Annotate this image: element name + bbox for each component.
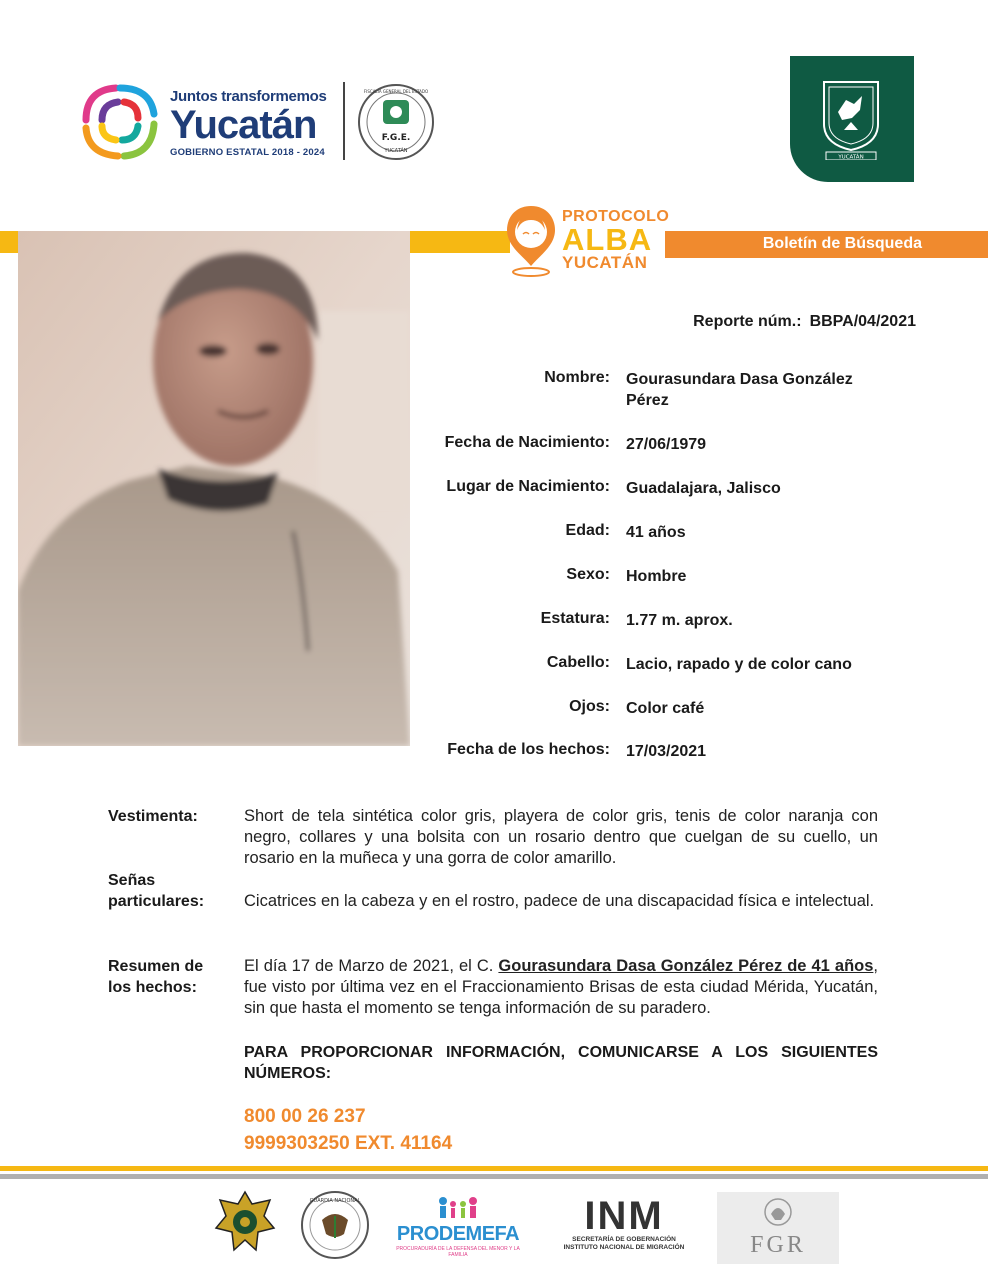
fgr-logo — [717, 1192, 839, 1264]
field-label: Sexo: — [566, 566, 610, 583]
missing-person-photo — [18, 231, 410, 746]
report-value: BBPA/04/2021 — [809, 313, 916, 330]
band-yellow-mid — [410, 231, 510, 253]
field-value: Gourasundara Dasa González Pérez — [626, 371, 853, 409]
brand-government: GOBIERNO ESTATAL 2018 - 2024 — [170, 147, 325, 158]
field-label: Nombre: — [544, 369, 610, 386]
prodemefa-logo — [394, 1196, 522, 1258]
mexico-eagle-icon — [763, 1196, 793, 1228]
family-icon — [433, 1196, 483, 1218]
resumen-label-line2: los hechos: — [108, 979, 197, 996]
inm-logo — [546, 1196, 702, 1252]
phone-number-1[interactable]: 800 00 26 237 — [244, 1106, 366, 1127]
protocolo-label: PROTOCOLO — [562, 208, 670, 225]
field-value: Hombre — [626, 568, 687, 585]
senas-label-line1: Señas — [108, 872, 156, 889]
header-divider — [343, 82, 345, 160]
police-badge-icon — [214, 1190, 276, 1256]
field-label: Edad: — [565, 522, 610, 539]
inm-subtitle-1: SECRETARÍA DE GOBERNACIÓN — [572, 1236, 676, 1243]
senas-label — [108, 870, 204, 912]
inm-subtitle-2: INSTITUTO NACIONAL DE MIGRACIÓN — [563, 1244, 685, 1251]
boletin-banner — [665, 231, 988, 258]
field-label: Fecha de Nacimiento: — [444, 434, 610, 451]
field-value: 1.77 m. aprox. — [626, 612, 733, 629]
phone-number-2[interactable]: 9999303250 EXT. 41164 — [244, 1133, 453, 1154]
field-label: Cabello: — [546, 654, 610, 671]
fge-arc-label: FISCALIA GENERAL DEL ESTADO — [363, 89, 429, 94]
senas-label-line2: particulares: — [108, 893, 205, 910]
inm-wordmark: INM — [584, 1194, 664, 1238]
yucatan-state-seal — [790, 56, 914, 182]
report-number — [693, 313, 916, 331]
resumen-person-name: Gourasundara Dasa González Pérez de 41 años — [498, 957, 874, 975]
contact-heading: PARA PROPORCIONAR INFORMACIÓN, COMUNICARSE A LOS SIGUIENTES NÚMEROS: — [244, 1044, 878, 1082]
resumen-rest: , fue visto por última vez en el Fraccionamiento Brisas de esta ciudad Mérida, Yucatán, sin que hasta el momento se tenga información de su paradero. — [244, 957, 878, 1017]
field-label: Estatura: — [540, 610, 610, 627]
footer-line-yellow — [0, 1166, 988, 1171]
field-value: Color café — [626, 700, 705, 717]
resumen-text — [244, 956, 878, 1019]
prodemefa-subtitle: PROCURADURÍA DE LA DEFENSA DEL MENOR Y LA FAMILIA — [396, 1246, 520, 1258]
alba-label: ALBA — [562, 222, 653, 257]
brand-name: Yucatán — [170, 103, 317, 147]
field-label: Lugar de Nacimiento: — [446, 478, 610, 495]
coat-of-arms-icon — [820, 78, 882, 160]
field-value: Guadalajara, Jalisco — [626, 480, 781, 497]
yucatan-logo-icon — [76, 80, 176, 162]
alba-pin-icon — [503, 204, 559, 278]
fge-seal-icon — [356, 82, 436, 162]
guardia-label: GUARDIA NACIONAL — [309, 1198, 361, 1204]
footer-line-gray — [0, 1174, 988, 1179]
field-value: 27/06/1979 — [626, 436, 707, 453]
senas-text: Cicatrices en la cabeza y en el rostro, padece de una discapacidad física e intelectual. — [244, 892, 875, 910]
protocolo-alba-logo — [562, 208, 669, 272]
guardia-nacional-icon — [300, 1190, 370, 1260]
fgr-wordmark: FGR — [750, 1232, 806, 1258]
field-value: Lacio, rapado y de color cano — [626, 656, 852, 673]
vestimenta-label: Vestimenta: — [108, 808, 198, 825]
resumen-label — [108, 956, 203, 998]
seal-label: YUCATÁN — [838, 154, 864, 160]
field-value: 17/03/2021 — [626, 743, 707, 760]
field-label: Fecha de los hechos: — [447, 741, 610, 758]
fge-bottom-label: YUCATÁN — [384, 148, 408, 154]
band-yellow-left — [0, 231, 18, 253]
field-value: 41 años — [626, 524, 686, 541]
vestimenta-text: Short de tela sintética color gris, playera de color gris, tenis de color naranja con negro, collares y una bolsita con un rosario dentro que cuelgan de su cuello, un rosario en la muñeca y una gorra de color amarillo. — [244, 807, 878, 867]
field-label: Ojos: — [569, 698, 610, 715]
report-label: Reporte núm.: — [693, 313, 802, 330]
prodemefa-name: PRODEMEFA — [396, 1223, 520, 1245]
resumen-intro: El día 17 de Marzo de 2021, el C. — [244, 957, 499, 975]
alba-yucatan-label: YUCATÁN — [562, 253, 648, 272]
resumen-label-line1: Resumen de — [108, 958, 204, 975]
boletin-label: Boletín de Búsqueda — [762, 235, 922, 252]
fge-label: F.G.E. — [381, 133, 411, 143]
brand-tagline: Juntos transformemos — [170, 88, 327, 105]
brand-text — [170, 88, 327, 158]
